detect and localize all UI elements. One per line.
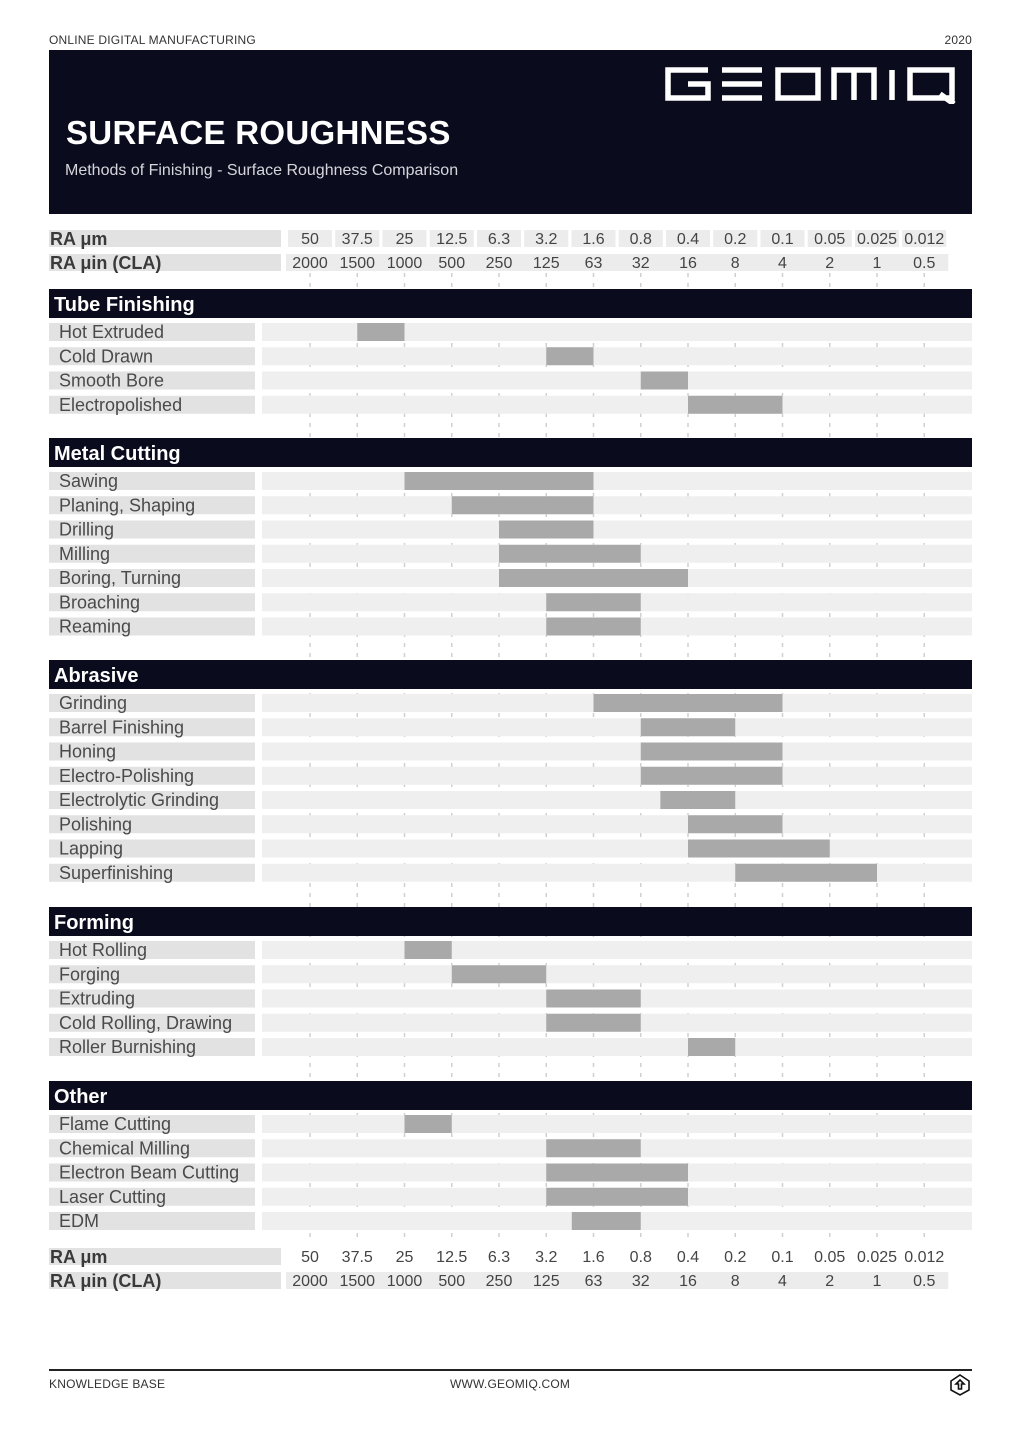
group-header-other	[49, 1081, 972, 1110]
row-label: Grinding	[59, 693, 128, 713]
geomiq-mark-icon	[948, 1373, 972, 1397]
scale-bottom-uin-tick: 32	[631, 1273, 650, 1290]
scale-top-uin-label: RA μin (CLA)	[50, 253, 162, 273]
group-title-metal-cutting: Metal Cutting	[54, 443, 181, 465]
scale-top-uin-tick: 1500	[339, 255, 376, 272]
range-bar	[405, 1115, 452, 1133]
range-bar	[405, 941, 452, 959]
scale-bottom-um-tick: 12.5	[436, 1249, 468, 1266]
row-label: Laser Cutting	[59, 1186, 167, 1207]
row-label: Extruding	[59, 988, 136, 1009]
row-label: Flame Cutting	[59, 1114, 172, 1134]
scale-bottom-um-tick: 6.3	[487, 1249, 511, 1266]
scale-top-uin-tick: 125	[532, 255, 560, 272]
scale-bottom-uin-tick: 16	[679, 1273, 697, 1290]
range-bar	[546, 1139, 641, 1157]
scale-top-um-tick: 0.8	[629, 231, 652, 248]
scale-top-uin-tick: 16	[679, 255, 697, 272]
scale-top-um-tick: 50	[301, 231, 319, 248]
scale-bottom-uin-tick: 250	[485, 1273, 513, 1290]
row-label: Sawing	[59, 471, 119, 491]
row-track	[262, 521, 972, 539]
scale-bottom-um-label: RA μm	[50, 1247, 108, 1267]
scale-bottom-uin-tick: 2000	[292, 1273, 328, 1290]
scale-top-uin-tick: 1	[872, 255, 882, 272]
row-label: Electropolished	[59, 394, 183, 415]
row-label: Roller Burnishing	[59, 1037, 197, 1057]
row-track	[262, 941, 972, 959]
row-label: EDM	[59, 1211, 99, 1231]
footer-divider	[49, 1369, 972, 1371]
scale-bottom-uin-tick: 8	[730, 1273, 740, 1290]
scale-top-um-tick: 3.2	[535, 231, 558, 248]
scale-top-um-tick: 0.05	[814, 231, 846, 248]
scale-top-uin-tick: 8	[730, 255, 740, 272]
scale-bottom-um-tick: 0.025	[856, 1249, 898, 1266]
row-track	[262, 815, 972, 833]
group-header-metal-cutting	[49, 438, 972, 467]
group-title-tube-finishing: Tube Finishing	[54, 294, 195, 316]
range-bar	[452, 496, 594, 514]
scale-bottom-uin-tick: 1500	[339, 1273, 376, 1290]
group-header-abrasive	[49, 660, 972, 689]
range-bar	[688, 1038, 735, 1056]
range-bar	[641, 372, 688, 390]
year-label: 2020	[944, 33, 972, 47]
row-label: Polishing	[59, 814, 133, 835]
scale-bottom-uin-tick: 4	[778, 1273, 787, 1290]
row-label: Lapping	[59, 838, 124, 859]
scale-bottom-um-tick: 3.2	[535, 1249, 558, 1266]
scale-top-um-tick: 0.025	[856, 231, 898, 248]
scale-bottom-um-tick: 0.1	[771, 1249, 794, 1266]
scale-top-um-tick: 0.4	[676, 231, 700, 248]
row-track	[262, 840, 972, 858]
scale-top-uin-tick: 63	[584, 255, 603, 272]
row-track	[262, 743, 972, 761]
scale-top-uin-tick: 250	[485, 255, 513, 272]
range-bar	[499, 521, 594, 539]
range-bar	[735, 864, 877, 882]
row-label: Reaming	[59, 616, 132, 637]
row-track	[262, 791, 972, 809]
row-label: Superfinishing	[59, 862, 174, 883]
range-bar	[499, 569, 688, 587]
range-bar	[405, 472, 594, 490]
scale-bottom-um-tick: 37.5	[341, 1249, 373, 1266]
row-label: Cold Rolling, Drawing	[59, 1012, 233, 1033]
row-track	[262, 396, 972, 414]
group-title-abrasive: Abrasive	[54, 665, 139, 687]
row-track	[262, 472, 972, 490]
scale-top-um-tick: 6.3	[487, 231, 511, 248]
row-track	[262, 347, 972, 365]
scale-top-uin-band	[286, 254, 948, 271]
scale-top-um-tick: 37.5	[341, 231, 373, 248]
row-label: Milling	[59, 543, 111, 564]
range-bar	[594, 694, 783, 712]
scale-bottom-uin-tick: 2	[825, 1273, 835, 1290]
scale-bottom-uin-tick: 1000	[386, 1273, 423, 1290]
scale-top-um-tick: 0.2	[724, 231, 747, 248]
range-bar	[546, 990, 641, 1008]
row-label: Cold Drawn	[59, 346, 154, 367]
range-bar	[688, 815, 783, 833]
scale-top-um-tick: 0.1	[771, 231, 794, 248]
row-track	[262, 718, 972, 736]
scale-bottom-um-tick: 0.8	[629, 1249, 652, 1266]
range-bar	[499, 545, 641, 563]
row-label: Hot Extruded	[59, 322, 165, 342]
range-bar	[572, 1212, 641, 1230]
scale-top-um-tick: 0.012	[904, 231, 945, 248]
scale-top-um-tick: 25	[395, 231, 414, 248]
publication-label: ONLINE DIGITAL MANUFACTURING	[49, 33, 256, 47]
group-header-forming	[49, 907, 972, 936]
page-title: SURFACE ROUGHNESS	[66, 114, 451, 151]
scale-bottom-um-tick: 0.012	[904, 1249, 945, 1266]
row-label: Hot Rolling	[59, 940, 148, 960]
row-label: Electron Beam Cutting	[59, 1162, 240, 1183]
range-bar	[660, 791, 735, 809]
range-bar	[641, 743, 783, 761]
scale-bottom-uin-tick: 1	[872, 1273, 882, 1290]
scale-bottom-um-tick: 0.05	[814, 1249, 846, 1266]
range-bar	[641, 718, 736, 736]
scale-bottom-um-tick: 25	[395, 1249, 414, 1266]
row-track	[262, 1038, 972, 1056]
scale-bottom-um-tick: 50	[301, 1249, 319, 1266]
row-label: Broaching	[59, 592, 141, 613]
footer-website-link[interactable]: WWW.GEOMIQ.COM	[450, 1377, 571, 1391]
scale-top-uin-tick: 4	[778, 255, 787, 272]
row-label: Planing, Shaping	[59, 495, 196, 516]
range-bar	[688, 840, 830, 858]
row-track	[262, 372, 972, 390]
row-label: Electrolytic Grinding	[59, 790, 220, 810]
row-track	[262, 965, 972, 983]
row-track	[262, 496, 972, 514]
range-bar	[546, 1188, 688, 1206]
range-bar	[357, 323, 404, 341]
row-label: Smooth Bore	[59, 370, 165, 391]
scale-top-um-label: RA μm	[50, 229, 108, 249]
range-bar	[546, 593, 641, 611]
range-bar	[452, 965, 547, 983]
range-bar	[546, 347, 593, 365]
row-label: Forging	[59, 964, 121, 985]
row-track	[262, 767, 972, 785]
range-bar	[546, 1164, 688, 1182]
scale-bottom-uin-tick: 125	[532, 1273, 560, 1290]
scale-bottom-uin-label: RA μin (CLA)	[50, 1271, 162, 1291]
scale-bottom-um-tick: 1.6	[582, 1249, 605, 1266]
scale-top-uin-tick: 2	[825, 255, 835, 272]
scale-top-uin-tick: 32	[631, 255, 650, 272]
row-label: Drilling	[59, 519, 115, 540]
row-label: Boring, Turning	[59, 568, 182, 588]
range-bar	[641, 767, 783, 785]
row-label: Honing	[59, 741, 117, 762]
range-bar	[688, 396, 783, 414]
scale-bottom-uin-tick: 500	[438, 1273, 466, 1290]
group-title-other: Other	[54, 1086, 108, 1108]
scale-top-um-tick: 12.5	[436, 231, 468, 248]
range-bar	[546, 618, 641, 636]
scale-bottom-uin-tick: 0.5	[913, 1273, 936, 1290]
scale-top-uin-tick: 500	[438, 255, 466, 272]
scale-top-uin-tick: 2000	[292, 255, 328, 272]
scale-top-uin-tick: 1000	[386, 255, 423, 272]
scale-top-um-tick: 1.6	[582, 231, 605, 248]
range-bar	[546, 1014, 641, 1032]
scale-bottom-um-tick: 0.2	[724, 1249, 747, 1266]
group-title-forming: Forming	[54, 912, 134, 934]
scale-bottom-uin-band	[286, 1272, 948, 1289]
row-label: Chemical Milling	[59, 1138, 191, 1159]
row-track	[262, 1115, 972, 1133]
scale-bottom-uin-tick: 63	[584, 1273, 603, 1290]
scale-bottom-um-tick: 0.4	[676, 1249, 700, 1266]
footer-left-label: KNOWLEDGE BASE	[49, 1377, 166, 1391]
row-label: Barrel Finishing	[59, 717, 185, 738]
row-label: Electro-Polishing	[59, 765, 195, 786]
page-subtitle: Methods of Finishing - Surface Roughness Comparison	[65, 162, 459, 179]
scale-top-uin-tick: 0.5	[913, 255, 936, 272]
